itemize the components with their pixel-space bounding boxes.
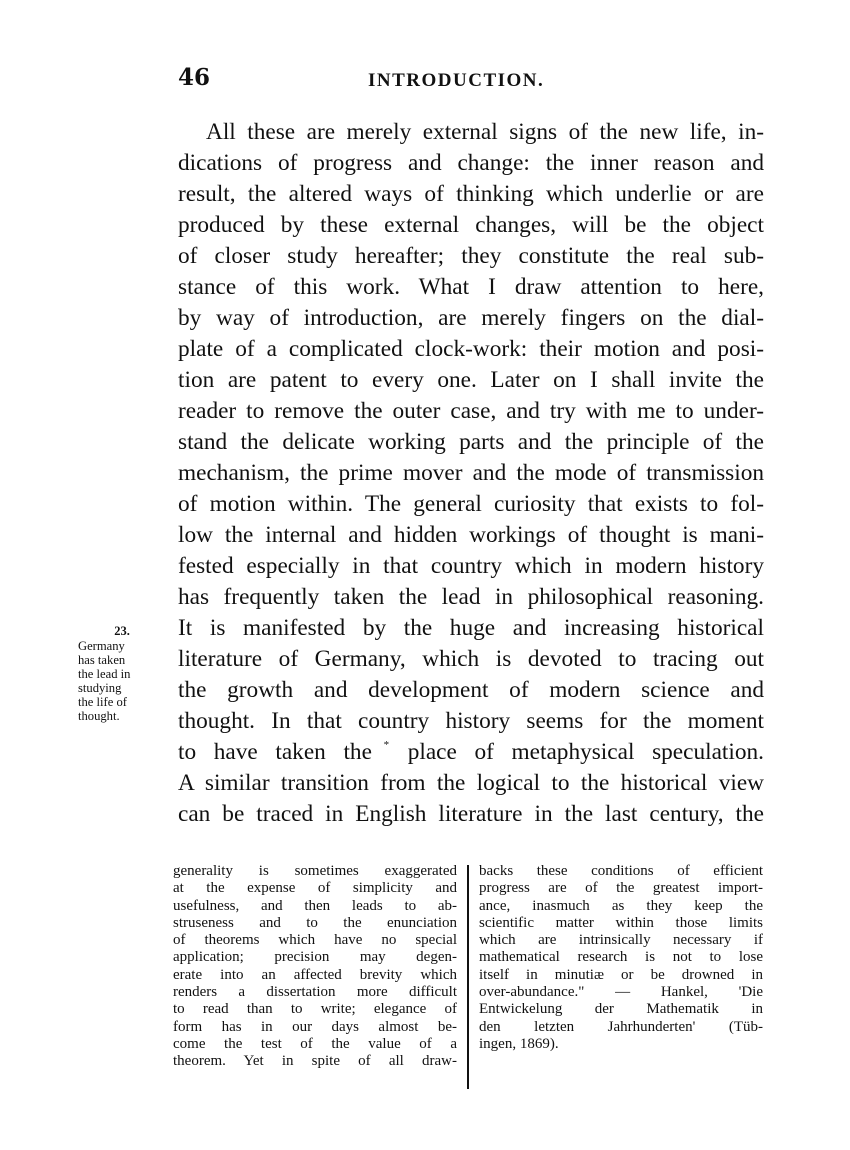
margin-note-number: 23. <box>114 624 130 638</box>
footnote-column-right <box>479 863 763 1053</box>
footnote-line: Entwickelung der Mathematik in <box>479 1001 763 1018</box>
body-line: result, the altered ways of thinking which underlie or are <box>178 181 764 207</box>
footnote-line: generality is sometimes exaggerated <box>173 863 457 879</box>
body-line: plate of a complicated clock-work: their motion and posi- <box>178 336 764 362</box>
body-line: produced by these external changes, will be the object <box>178 212 764 238</box>
footnote-column-divider <box>467 865 469 1089</box>
body-line: literature of Germany, which is devoted to tracing out <box>178 646 764 672</box>
margin-note-line: the lead in <box>78 667 131 681</box>
body-line <box>178 737 764 768</box>
body-line: dications of progress and change: the inner reason and <box>178 150 764 176</box>
footnote-line: scientific matter within those limits <box>479 914 763 931</box>
footnote-line: at the expense of simplicity and <box>173 880 457 897</box>
footnote-line: itself in minutiæ or be drowned in <box>479 966 763 983</box>
footnote-line: den letzten Jahrhunderten' (Tüb- <box>479 1018 763 1035</box>
footnote-line: come the test of the value of a <box>173 1035 457 1052</box>
body-line: has frequently taken the lead in philosophical reasoning. <box>178 584 764 610</box>
footnote-line: which are intrinsically necessary if <box>479 932 763 949</box>
footnote-line: to read than to write; elegance of <box>173 1001 457 1018</box>
footnote-line: mathematical research is not to lose <box>479 949 763 966</box>
body-line: can be traced in English literature in the last century, the <box>178 801 764 827</box>
body-line: A similar transition from the logical to the historical view <box>178 770 764 796</box>
footnote-line: of theorems which have no special <box>173 932 457 949</box>
body-line: stance of this work. What I draw attention to here, <box>178 274 764 300</box>
margin-note-line: has taken <box>78 653 126 667</box>
margin-note-line: thought. <box>78 709 120 723</box>
footnote-line: progress are of the greatest import- <box>479 880 763 897</box>
body-line: of motion within. The general curiosity that exists to fol- <box>178 491 764 517</box>
page-number: 46 <box>178 64 211 91</box>
body-text <box>178 117 764 830</box>
body-line-part: to have taken the <box>178 739 372 765</box>
body-line: mechanism, the prime mover and the mode of transmission <box>178 460 764 486</box>
body-line: the growth and development of modern science and <box>178 677 764 703</box>
body-line: of closer study hereafter; they constitute the real sub- <box>178 243 764 269</box>
footnote-line: over-abundance." — Hankel, 'Die <box>479 984 763 1001</box>
body-line: by way of introduction, are merely fingers on the dial- <box>178 305 764 331</box>
body-line-part: place of metaphysical speculation. <box>407 739 764 765</box>
footnote-line: ance, inasmuch as they keep the <box>479 897 763 914</box>
body-line: reader to remove the outer case, and try with me to under- <box>178 398 764 424</box>
footnote-line: application; precision may degen- <box>173 949 457 966</box>
footnotes <box>173 863 765 1103</box>
footnote-line: theorem. Yet in spite of all draw- <box>173 1053 457 1070</box>
footnote-line: usefulness, and then leads to ab- <box>173 897 457 914</box>
footnote-line: renders a dissertation more difficult <box>173 984 457 1001</box>
margin-note-line: Germany <box>78 639 125 653</box>
margin-note-line: studying <box>78 681 122 695</box>
footnote-line: form has in our days almost be- <box>173 1018 457 1035</box>
body-line: thought. In that country history seems for the moment <box>178 708 764 734</box>
body-line: All these are merely external signs of the new life, in- <box>206 119 764 145</box>
body-line: stand the delicate working parts and the principle of the <box>178 429 764 455</box>
footnote-column-left <box>173 863 457 1071</box>
footnote-line: backs these conditions of efficient <box>479 863 763 879</box>
margin-note <box>78 624 166 723</box>
running-head: INTRODUCTION. <box>368 70 545 91</box>
body-line: It is manifested by the huge and increasing historical <box>178 615 764 641</box>
footnote-marker: * <box>383 739 390 751</box>
footnote-line: struseness and to the enunciation <box>173 914 457 931</box>
body-line: fested especially in that country which in modern history <box>178 553 764 579</box>
body-line: low the internal and hidden workings of thought is mani- <box>178 522 764 548</box>
footnote-line: erate into an affected brevity which <box>173 966 457 983</box>
margin-note-line: the life of <box>78 695 127 709</box>
body-line: tion are patent to every one. Later on I shall invite the <box>178 367 764 393</box>
footnote-line: ingen, 1869). <box>479 1035 559 1052</box>
